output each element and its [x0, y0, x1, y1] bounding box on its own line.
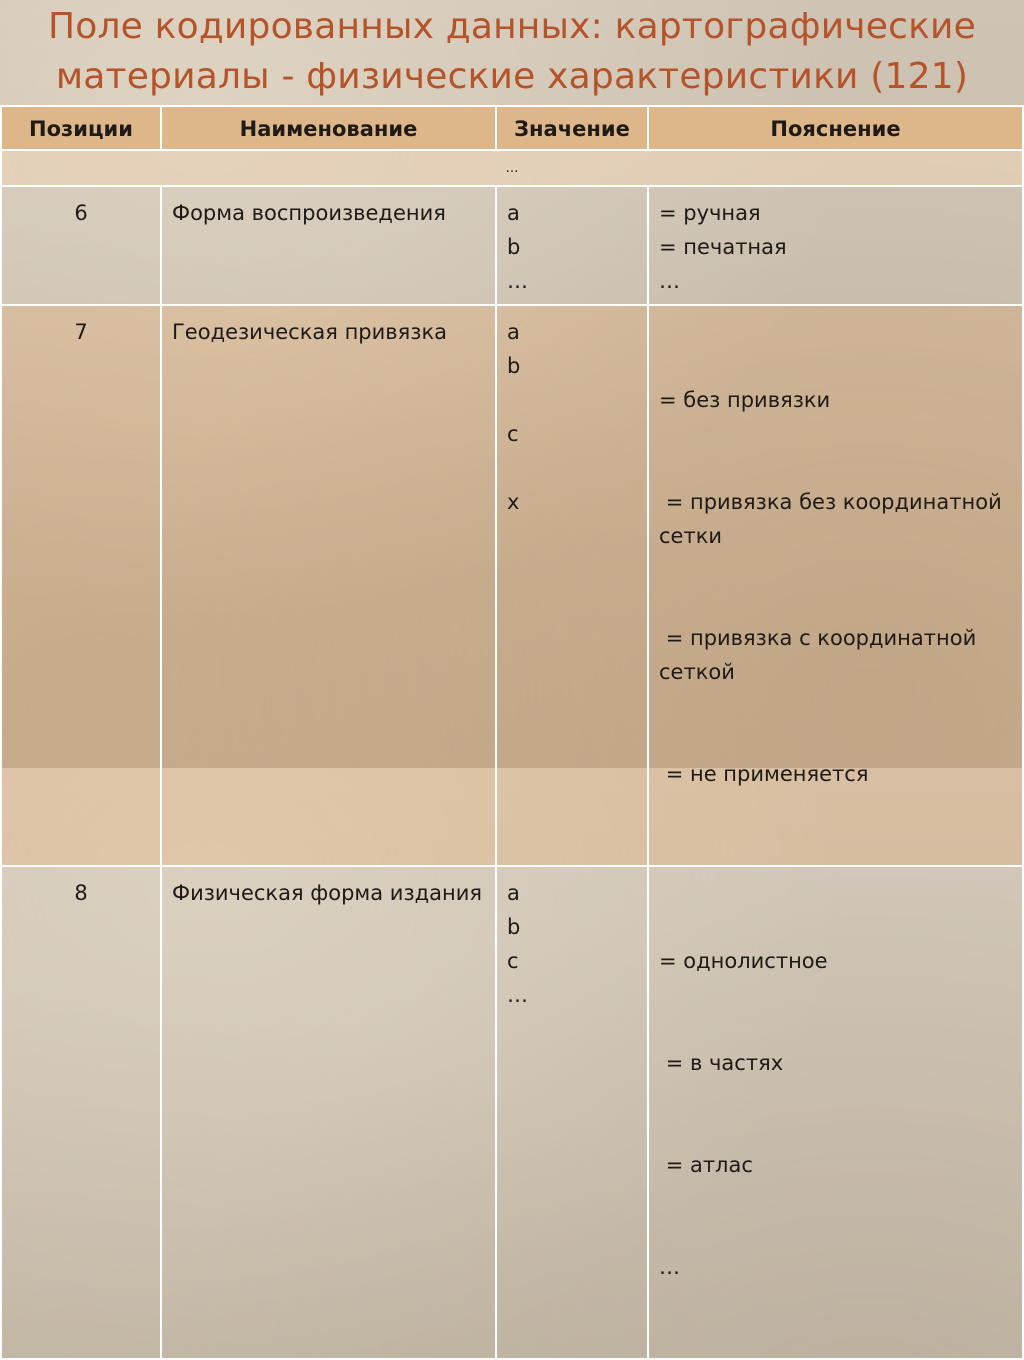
ellipsis-cell: …	[1, 150, 1023, 186]
table-row-ellipsis	[1, 150, 1023, 186]
position-cell: 7	[1, 305, 161, 866]
explanation-item: = не применяется	[659, 762, 869, 786]
value-item: a	[507, 320, 520, 344]
value-cell	[496, 305, 648, 866]
explanation-item: …	[659, 1255, 680, 1279]
explanation-item: = без привязки	[659, 388, 831, 412]
header-positions: Позиции	[1, 106, 161, 150]
explanation-item: = привязка с координатной сеткой	[659, 626, 983, 684]
value-item: c	[507, 422, 519, 446]
value-item: x	[507, 490, 520, 514]
coded-data-table	[0, 105, 1024, 1360]
explanation-cell	[648, 186, 1023, 305]
value-item: b	[507, 354, 521, 378]
explanation-item: = атлас	[659, 1153, 753, 1177]
table-row	[1, 186, 1023, 305]
value-item: a	[507, 201, 520, 225]
slide-title-line-2: материалы - физические характеристики (121)	[55, 56, 969, 97]
name-cell: Геодезическая привязка	[161, 305, 496, 866]
explanation-cell	[648, 305, 1023, 866]
value-item: …	[507, 983, 528, 1007]
table-row	[1, 866, 1023, 1359]
header-name: Наименование	[161, 106, 496, 150]
value-spacer	[507, 451, 637, 485]
value-cell	[496, 866, 648, 1359]
name-cell: Форма воспроизведения	[161, 186, 496, 305]
value-item: c	[507, 949, 519, 973]
value-spacer	[507, 383, 637, 417]
value-item: b	[507, 235, 521, 259]
value-item: a	[507, 881, 520, 905]
explanation-item: …	[659, 269, 680, 293]
header-value: Значение	[496, 106, 648, 150]
explanation-item: = однолистное	[659, 949, 828, 973]
slide-title	[0, 2, 1024, 102]
value-item: b	[507, 915, 521, 939]
value-cell	[496, 186, 648, 305]
explanation-item: = в частях	[659, 1051, 784, 1075]
name-cell: Физическая форма издания	[161, 866, 496, 1359]
position-cell: 8	[1, 866, 161, 1359]
table-header-row	[1, 106, 1023, 150]
explanation-item: = печатная	[659, 235, 787, 259]
table-row	[1, 305, 1023, 866]
position-cell: 6	[1, 186, 161, 305]
header-explanation: Пояснение	[648, 106, 1023, 150]
slide-title-line-1: Поле кодированных данных: картографические	[47, 6, 977, 47]
explanation-item: = привязка без координатной сетки	[659, 490, 1009, 548]
explanation-cell	[648, 866, 1023, 1359]
value-item: …	[507, 269, 528, 293]
explanation-item: = ручная	[659, 201, 761, 225]
